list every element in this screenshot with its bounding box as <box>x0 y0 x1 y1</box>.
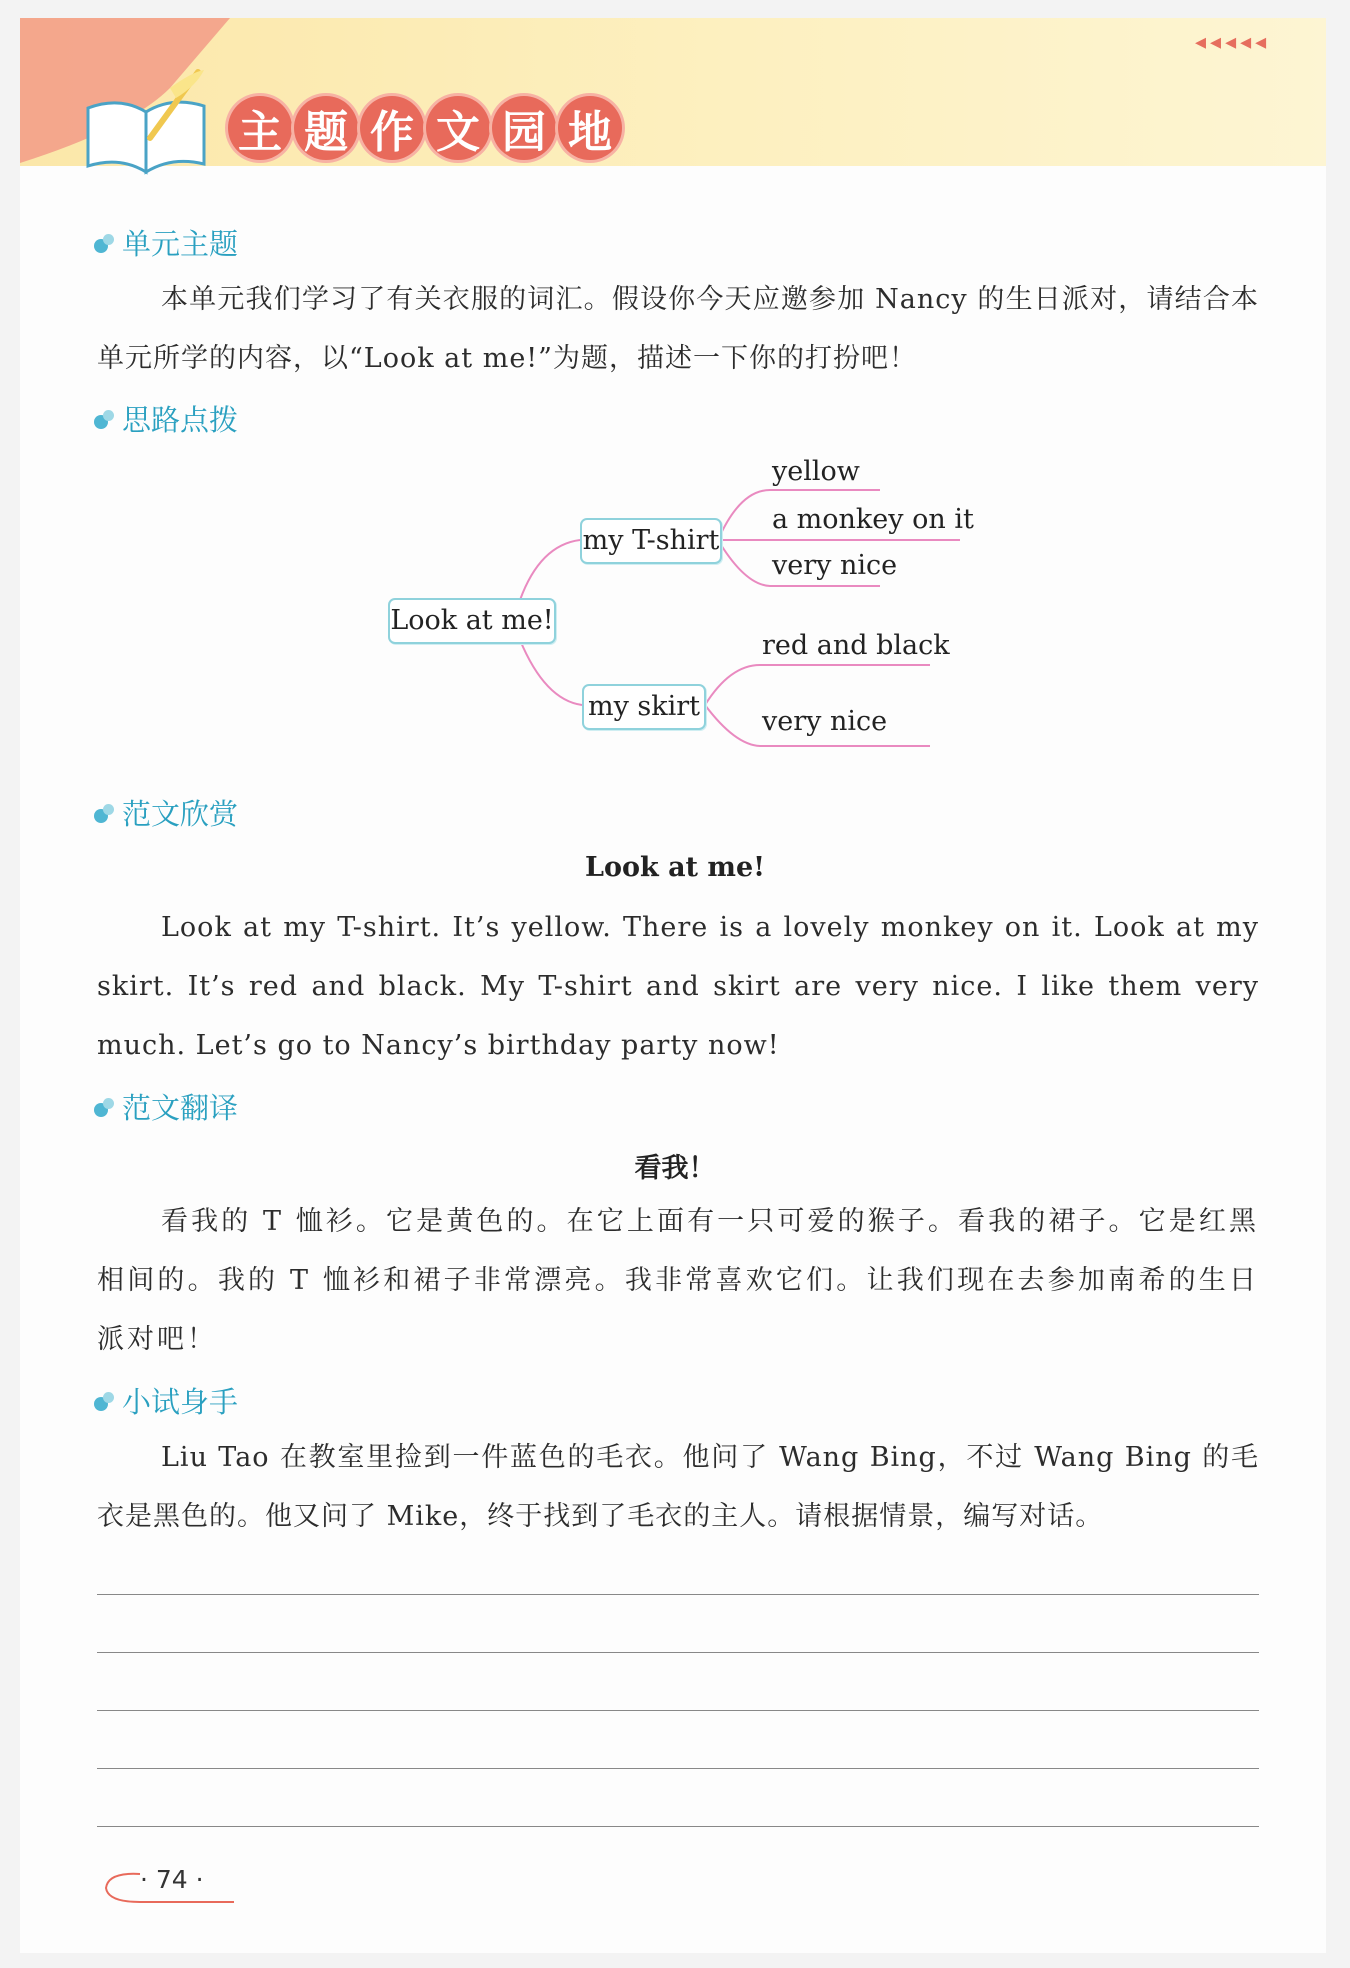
mindmap-leaf: very nice <box>772 550 898 581</box>
section-heading-translation <box>94 1086 238 1127</box>
mindmap-leaf: a monkey on it <box>772 504 974 535</box>
title-char: 作 <box>360 96 424 160</box>
title-char: 地 <box>558 96 622 160</box>
mindmap-branch-skirt: my skirt <box>582 684 706 730</box>
section-heading-label: 小试身手 <box>122 1385 239 1419</box>
title-char: 题 <box>294 96 358 160</box>
answer-line[interactable] <box>97 1768 1259 1769</box>
bullet-icon <box>94 1391 116 1411</box>
section-heading-label: 范文欣赏 <box>122 797 239 831</box>
mindmap-leaf: very nice <box>762 706 888 737</box>
bullet-icon <box>94 1097 116 1117</box>
title-char: 主 <box>228 96 292 160</box>
mindmap-root: Look at me! <box>388 598 556 644</box>
section-heading-sample <box>94 792 238 833</box>
theme-text: 本单元我们学习了有关衣服的词汇。假设你今天应邀参加 Nancy 的生日派对，请结合本单元所学的内容，以“Look at me!”为题，描述一下你的打扮吧！ <box>97 284 1259 374</box>
section-heading-label: 思路点拨 <box>122 403 239 437</box>
answer-line[interactable] <box>97 1652 1259 1653</box>
page-number: · 74 · <box>140 1865 204 1894</box>
mindmap-leaf: yellow <box>772 456 860 487</box>
answer-line[interactable] <box>97 1594 1259 1595</box>
answer-line[interactable] <box>97 1710 1259 1711</box>
translation-title: 看我！ <box>634 1153 716 1184</box>
section-heading-label: 范文翻译 <box>122 1091 239 1125</box>
translation-text: 看我的 T 恤衫。它是黄色的。在它上面有一只可爱的猴子。看我的裙子。它是红黑相间的。我的 T 恤衫和裙子非常漂亮。我非常喜欢它们。让我们现在去参加南希的生日派对吧！ <box>97 1206 1259 1355</box>
title-char: 文 <box>426 96 490 160</box>
sample-title: Look at me! <box>584 852 766 883</box>
practice-text: Liu Tao 在教室里捡到一件蓝色的毛衣。他问了 Wang Bing，不过 Wang Bing 的毛衣是黑色的。他又问了 Mike，终于找到了毛衣的主人。请根据情景，编写对话。 <box>97 1442 1259 1532</box>
section-heading-practice <box>94 1380 238 1421</box>
answer-line[interactable] <box>97 1826 1259 1827</box>
sample-text: Look at my T-shirt. It’s yellow. There is a lovely monkey on it. Look at my skirt. It’s red and black. My T-shirt and skirt are very nice. I like them very much. Let’s go to Nancy’s birthday party now! <box>97 912 1259 1061</box>
arrows-decoration: ◂◂◂◂◂ <box>1195 30 1271 55</box>
mindmap-branch-tshirt: my T-shirt <box>580 518 722 564</box>
section-heading-label: 单元主题 <box>122 227 239 261</box>
bullet-icon <box>94 803 116 823</box>
title-char: 园 <box>492 96 556 160</box>
mindmap-leaf: red and black <box>762 630 950 661</box>
